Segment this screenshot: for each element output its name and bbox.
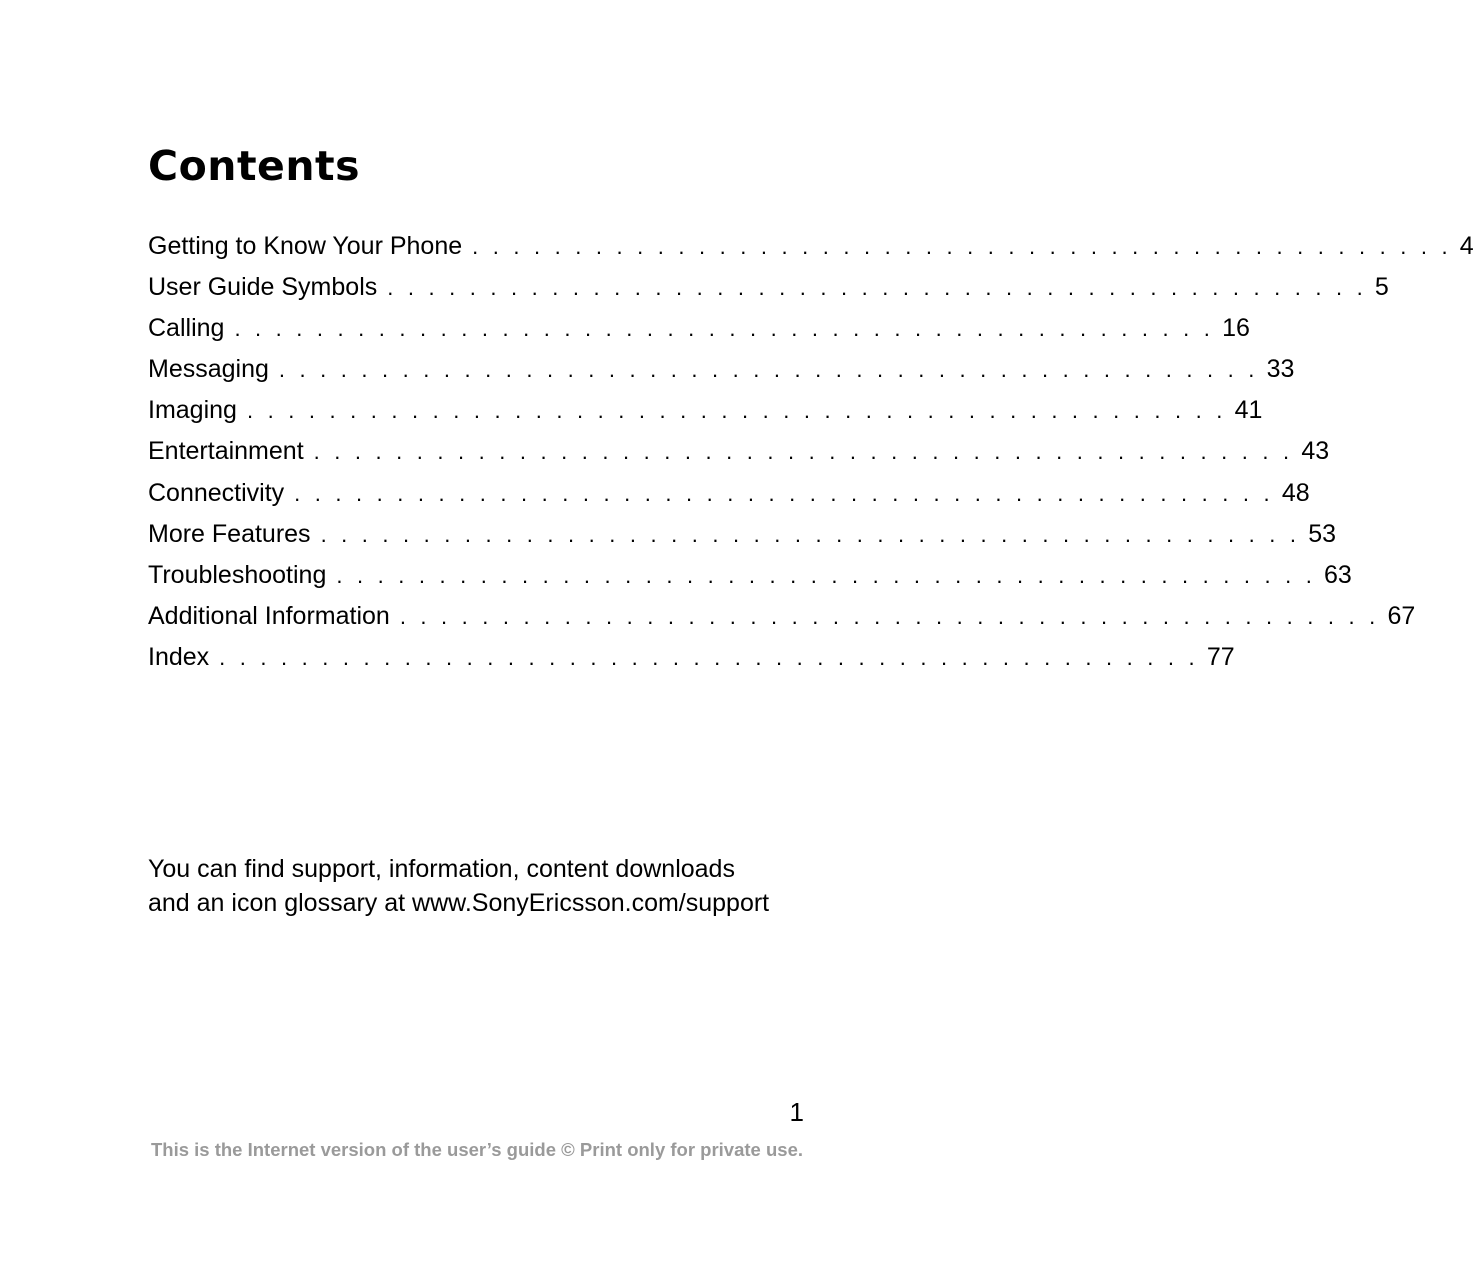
- footer-notice: This is the Internet version of the user’s guide © Print only for private use.: [150, 1139, 803, 1160]
- toc-entry-additional-information[interactable]: [148, 596, 1416, 637]
- toc-entry-troubleshooting[interactable]: [148, 555, 1352, 596]
- toc-entry-entertainment[interactable]: [148, 431, 1330, 472]
- toc-entry-label: Index: [148, 642, 210, 671]
- toc-entry-calling[interactable]: [148, 308, 1250, 349]
- page-number: 1: [789, 1097, 804, 1127]
- toc-entry-connectivity[interactable]: [148, 473, 1310, 514]
- toc-entry-label: More Features: [148, 519, 311, 548]
- toc-entry-page: 43: [1301, 437, 1330, 466]
- toc-entry-messaging[interactable]: [148, 349, 1295, 390]
- toc-entry-user-guide-symbols[interactable]: [148, 267, 1389, 308]
- support-note-line-2: and an icon glossary at www.SonyEricsson.com/support: [148, 889, 770, 917]
- toc-entry-label: Messaging: [148, 355, 269, 384]
- toc-entry-label: Troubleshooting: [148, 560, 327, 589]
- page-title: Contents: [148, 142, 361, 190]
- toc-dot-leader: . . . . . . . . . . . . . . . . . . . . . . . . . . . . . . . . . . . . . . . . . . . . . . . .: [320, 521, 1301, 547]
- toc-entry-page: 4: [1459, 232, 1474, 260]
- toc-dot-leader: . . . . . . . . . . . . . . . . . . . . . . . . . . . . . . . . . . . . . . . . . . . . . . . .: [246, 398, 1227, 424]
- toc-entry-index[interactable]: [148, 637, 1235, 678]
- toc-entry-page: 77: [1206, 642, 1235, 671]
- toc-dot-leader: . . . . . . . . . . . . . . . . . . . . . . . . . . . . . . . . . . . . . . . . . . . . . . . .: [387, 275, 1367, 301]
- toc-dot-leader: . . . . . . . . . . . . . . . . . . . . . . . . . . . . . . . . . . . . . . . . . . . . . . . .: [234, 316, 1215, 342]
- toc-entry-page: 48: [1281, 478, 1310, 507]
- toc-entry-label: Entertainment: [148, 437, 304, 466]
- toc-entry-page: 67: [1387, 601, 1416, 630]
- toc-entry-label: Connectivity: [148, 478, 285, 507]
- toc-dot-leader: . . . . . . . . . . . . . . . . . . . . . . . . . . . . . . . . . . . . . . . . . . . . . . . .: [336, 562, 1317, 588]
- toc-dot-leader: . . . . . . . . . . . . . . . . . . . . . . . . . . . . . . . . . . . . . . . . . . . . . . . .: [219, 644, 1199, 670]
- toc-entry-page: 53: [1308, 519, 1337, 548]
- toc-entry-label: Getting to Know Your Phone: [148, 232, 463, 260]
- toc-dot-leader: . . . . . . . . . . . . . . . . . . . . . . . . . . . . . . . . . . . . . . . . . . . . . . . .: [313, 439, 1294, 465]
- toc-entry-page: 41: [1234, 396, 1263, 425]
- support-note-line-1: You can find support, information, content downloads: [148, 855, 735, 883]
- toc-dot-leader: . . . . . . . . . . . . . . . . . . . . . . . . . . . . . . . . . . . . . . . . . . . . . . . .: [294, 480, 1274, 506]
- toc-dot-leader: . . . . . . . . . . . . . . . . . . . . . . . . . . . . . . . . . . . . . . . . . . . . . . . .: [399, 603, 1380, 629]
- toc-entry-imaging[interactable]: [148, 390, 1263, 431]
- toc-dot-leader: . . . . . . . . . . . . . . . . . . . . . . . . . . . . . . . . . . . . . . . . . . . . . . . .: [472, 234, 1452, 259]
- toc-entry-page: 16: [1222, 314, 1250, 343]
- toc-entry-page: 33: [1266, 355, 1295, 384]
- toc-entry-label: Additional Information: [148, 601, 390, 630]
- table-of-contents: [148, 226, 1474, 678]
- toc-entry-label: Calling: [148, 314, 225, 343]
- toc-entry-label: User Guide Symbols: [148, 273, 378, 302]
- toc-entry-more-features[interactable]: [148, 514, 1337, 555]
- toc-entry-label: Imaging: [148, 396, 237, 425]
- toc-entry-page: 5: [1374, 273, 1389, 302]
- toc-entry-getting-to-know-your-phone[interactable]: [148, 226, 1474, 267]
- toc-entry-page: 63: [1324, 560, 1352, 589]
- toc-dot-leader: . . . . . . . . . . . . . . . . . . . . . . . . . . . . . . . . . . . . . . . . . . . . . . . .: [278, 357, 1259, 383]
- support-note: [148, 852, 848, 920]
